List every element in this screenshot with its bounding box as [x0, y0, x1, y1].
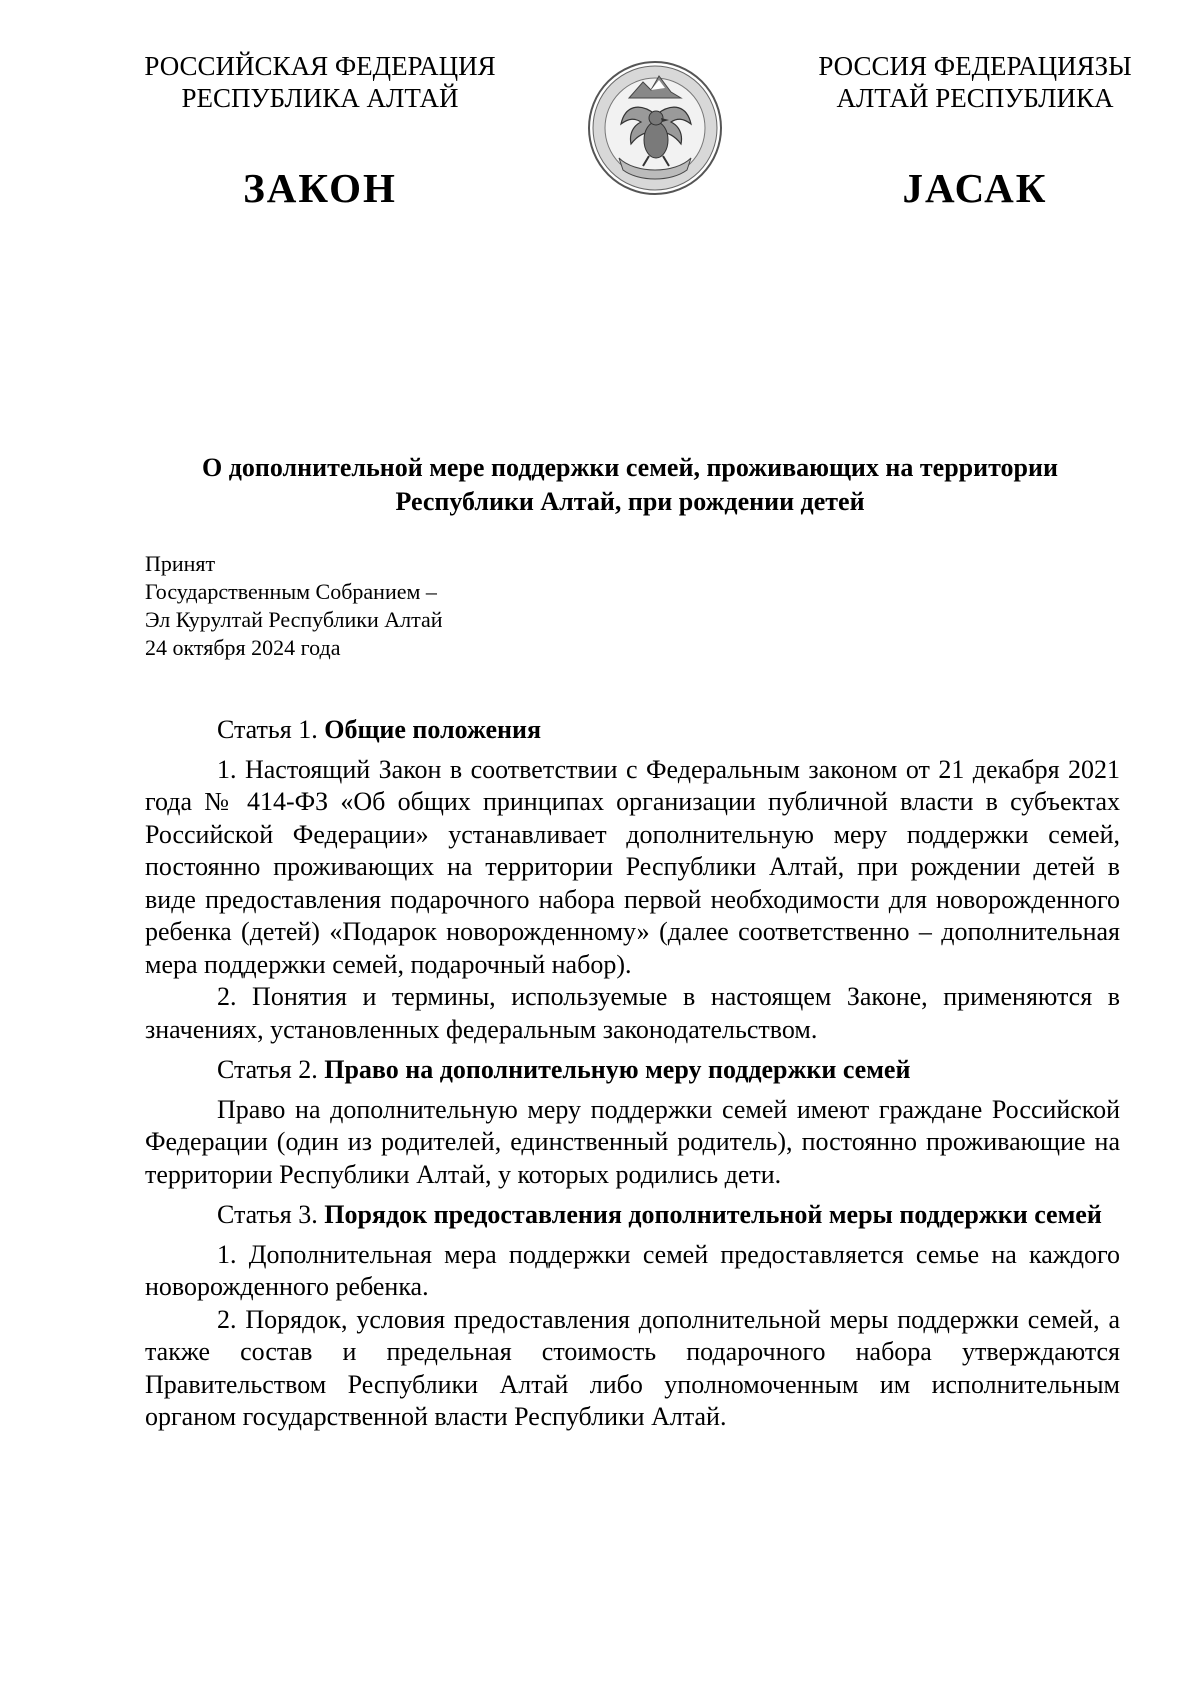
article-3-heading	[145, 1199, 1120, 1232]
adopted-line3: Эл Курултай Республики Алтай	[145, 607, 443, 632]
header-right	[765, 50, 1185, 114]
article-3-prefix: Статья 3.	[217, 1200, 318, 1229]
header-right-line1: РОССИЯ ФЕДЕРАЦИЯЗЫ	[818, 51, 1132, 81]
header-left-line1: РОССИЙСКАЯ ФЕДЕРАЦИЯ	[144, 51, 496, 81]
document-title	[140, 451, 1120, 519]
adopted-date: 24 октября 2024 года	[145, 635, 341, 660]
altai-republic-emblem-icon	[585, 58, 725, 198]
article-1-paragraph-1: 1. Настоящий Закон в соответствии с Федеральным законом от 21 декабря 2021 года № 414-ФЗ «Об общих принципах организации публичной власти в субъектах Российской Федерации» устанавливает дополнительную меру поддержки семей, постоянно проживающих на территории Республики Алтай, при рождении детей в виде предоставления подарочного набора первой необходимости для новорожденного ребенка (детей) «Подарок новорожденному» (далее соответственно – дополнительная мера поддержки семей, подарочный набор).	[145, 754, 1120, 979]
title-line1: О дополнительной мере поддержки семей, проживающих на территории	[202, 453, 1058, 482]
header-left-line2: РЕСПУБЛИКА АЛТАЙ	[181, 83, 459, 113]
article-2-heading	[145, 1054, 1120, 1087]
article-2-paragraph-1: Право на дополнительную меру поддержки семей имеют граждане Российской Федерации (один из родителей, единственный родитель), постоянно проживающие на территории Республики Алтай, у которых родились дети.	[145, 1094, 1120, 1189]
article-1-paragraph-2: 2. Понятия и термины, используемые в настоящем Законе, применяются в значениях, установленных федеральным законодательством.	[145, 982, 1120, 1044]
adopted-line1: Принят	[145, 551, 216, 576]
adoption-block	[145, 550, 443, 662]
law-title-alt: ЈАСАК	[902, 165, 1048, 211]
article-3-paragraph-2: 2. Порядок, условия предоставления дополнительной меры поддержки семей, а также состав и предельная стоимость подарочного набора утверждаются Правительством Республики Алтай либо уполномоченным им исполнительным органом государственной власти Республики Алтай.	[145, 1304, 1120, 1431]
article-2-title: Право на дополнительную меру поддержки семей	[324, 1055, 911, 1084]
article-1-heading	[145, 714, 1120, 747]
article-3-title: Порядок предоставления дополнительной меры поддержки семей	[324, 1200, 1102, 1229]
article-3-paragraph-1: 1. Дополнительная мера поддержки семей предоставляется семье на каждого новорожденного ребенка.	[145, 1239, 1120, 1301]
law-title-ru: ЗАКОН	[243, 165, 397, 211]
header-left	[110, 50, 530, 114]
article-1-title: Общие положения	[324, 715, 542, 744]
document-body	[145, 714, 1120, 1434]
article-1-prefix: Статья 1.	[217, 715, 318, 744]
header-right-line2: АЛТАЙ РЕСПУБЛИКА	[836, 83, 1114, 113]
title-line2: Республики Алтай, при рождении детей	[395, 487, 865, 516]
adopted-line2: Государственным Собранием –	[145, 579, 437, 604]
article-2-prefix: Статья 2.	[217, 1055, 318, 1084]
